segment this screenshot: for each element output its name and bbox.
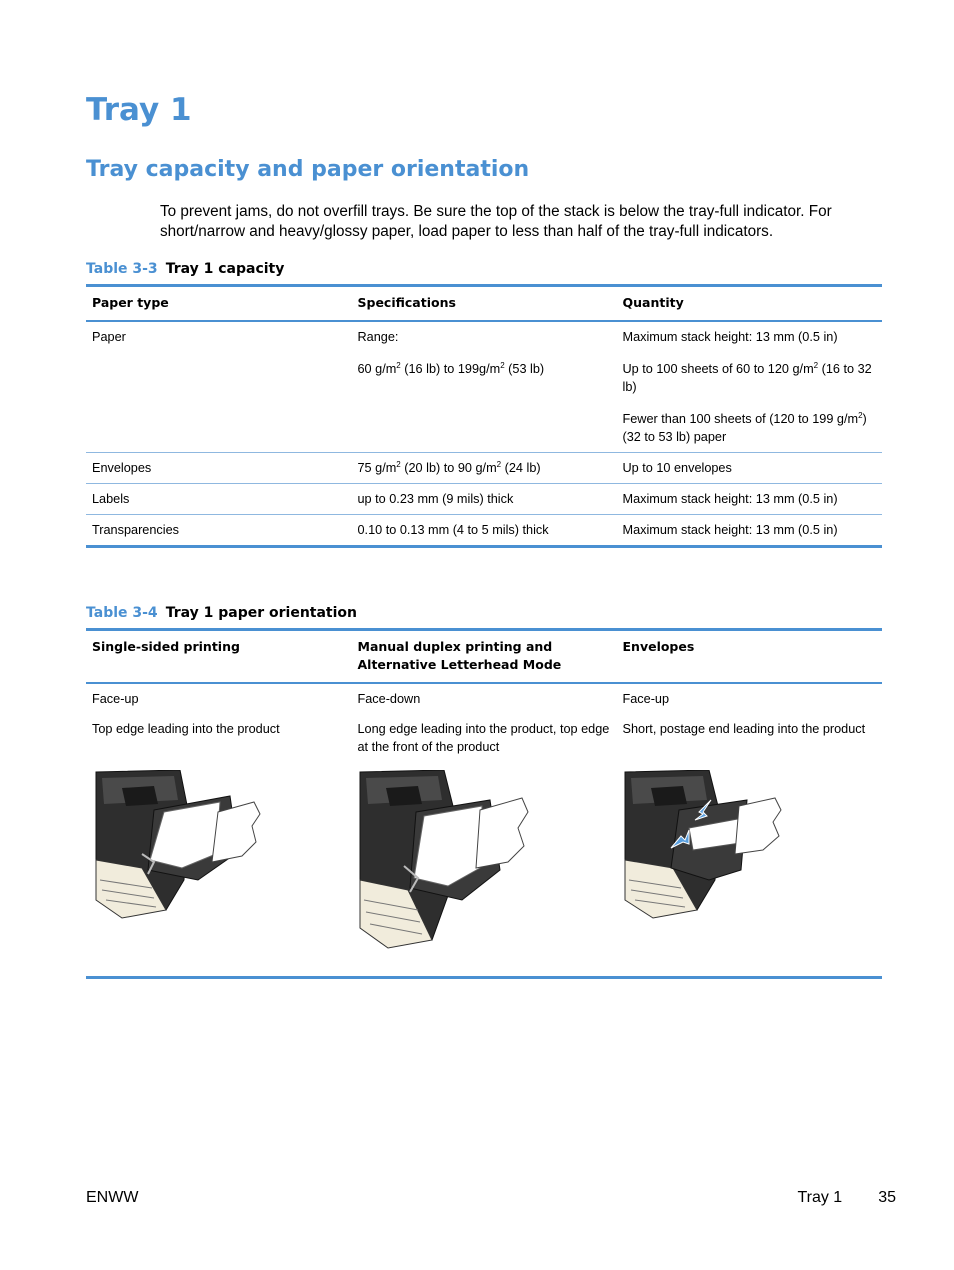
spec-line: 60 $g/m^2$ (16 lb) to $199g/m^2$ (53 lb) bbox=[357, 360, 545, 376]
column-header: Paper type bbox=[86, 286, 351, 322]
table-number: Table 3-3 bbox=[86, 261, 158, 277]
cell-quantity: Up to 10 envelopes bbox=[616, 453, 882, 484]
cell-face: Face-down bbox=[351, 683, 616, 714]
cell-paper-type: Transparencies bbox=[86, 515, 351, 547]
cell-edge: Long edge leading into the product, top edge at the front of the product bbox=[351, 714, 616, 762]
illustration-cell bbox=[351, 762, 616, 976]
cell-paper-type: Labels bbox=[86, 484, 351, 515]
qty-line: Up to 100 sheets of 60 to 120 $g/m^2$ (16 to 32 lb) bbox=[622, 360, 872, 394]
cell-specifications: up to 0.23 mm (9 mils) thick bbox=[351, 484, 616, 515]
table-3-4-caption bbox=[86, 605, 357, 621]
table-row bbox=[86, 453, 882, 484]
illustration-cell bbox=[86, 762, 351, 976]
qty-line: Fewer than 100 sheets of (120 to 199 $g/m^2$) (32 to 53 lb) paper bbox=[622, 410, 867, 444]
column-header: Quantity bbox=[616, 286, 882, 322]
column-header: Manual duplex printing and Alternative Letterhead Mode bbox=[351, 630, 616, 684]
cell-quantity: Maximum stack height: 13 mm (0.5 in) bbox=[616, 484, 882, 515]
cell-edge: Top edge leading into the product bbox=[92, 722, 280, 736]
qty-line: Maximum stack height: 13 mm (0.5 in) bbox=[622, 330, 838, 344]
page-number: 35 bbox=[878, 1189, 896, 1206]
cell-specifications: 75 $g/m^2$ (20 lb) to 90 $g/m^2$ (24 lb) bbox=[351, 453, 616, 484]
column-header: Single-sided printing bbox=[86, 630, 351, 684]
cell-face: Face-up bbox=[92, 692, 139, 706]
footer-left: ENWW bbox=[86, 1189, 139, 1206]
printer-duplex-illustration bbox=[358, 770, 533, 950]
table-row bbox=[86, 762, 882, 976]
tray1-capacity-table bbox=[86, 284, 882, 548]
cell-specifications bbox=[351, 321, 616, 453]
table-row bbox=[86, 484, 882, 515]
table-row bbox=[86, 515, 882, 547]
footer-right bbox=[797, 1189, 896, 1207]
cell-quantity: Maximum stack height: 13 mm (0.5 in) bbox=[616, 515, 882, 547]
table-row bbox=[86, 714, 882, 762]
spec-line: Range: bbox=[357, 330, 399, 344]
cell-specifications: 0.10 to 0.13 mm (4 to 5 mils) thick bbox=[351, 515, 616, 547]
printer-single-sided-illustration bbox=[92, 770, 267, 920]
cell-quantity bbox=[616, 321, 882, 453]
footer-section: Tray 1 bbox=[797, 1189, 843, 1206]
column-header: Specifications bbox=[351, 286, 616, 322]
table-title: Tray 1 paper orientation bbox=[165, 605, 357, 621]
table-number: Table 3-4 bbox=[86, 605, 158, 621]
cell-paper-type: Envelopes bbox=[86, 453, 351, 484]
printer-envelope-illustration bbox=[623, 770, 798, 920]
table-row bbox=[86, 321, 882, 453]
page-title: Tray 1 bbox=[86, 92, 192, 128]
table-title: Tray 1 capacity bbox=[165, 261, 285, 277]
cell-paper-type: Paper bbox=[86, 321, 351, 453]
column-header: Envelopes bbox=[616, 630, 882, 684]
illustration-cell bbox=[616, 762, 882, 976]
tray1-orientation-table bbox=[86, 628, 882, 979]
cell-edge: Short, postage end leading into the product bbox=[616, 714, 882, 762]
intro-paragraph: To prevent jams, do not overfill trays. Be sure the top of the stack is below the tray-full indicator. For short/narrow and heavy/glossy paper, load paper to less than half of the tray-full indicators. bbox=[160, 203, 832, 240]
section-title: Tray capacity and paper orientation bbox=[86, 157, 530, 182]
cell-face: Face-up bbox=[616, 683, 882, 714]
table-row bbox=[86, 683, 882, 714]
table-3-3-caption bbox=[86, 261, 284, 277]
